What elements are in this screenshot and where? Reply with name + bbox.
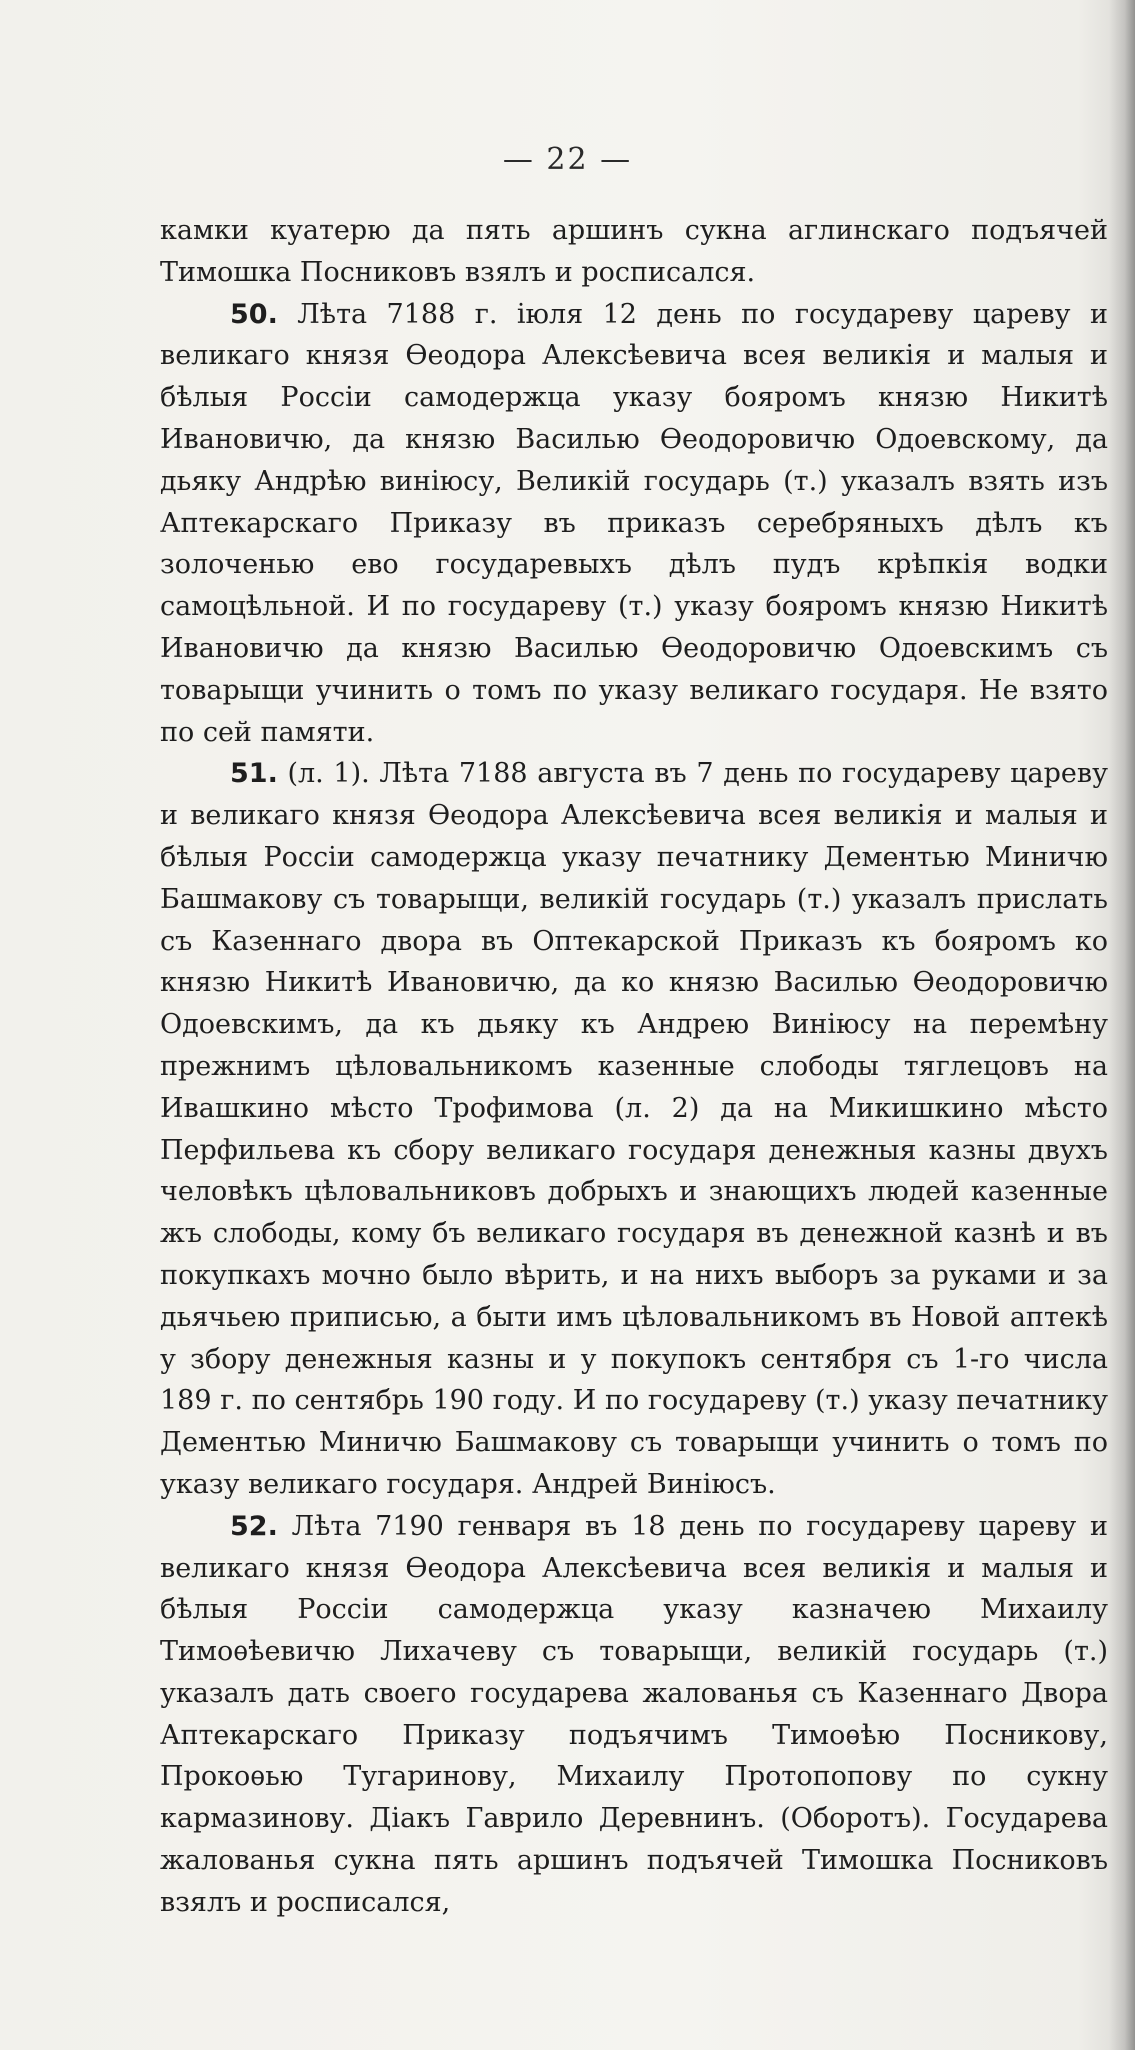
paragraph-51 bbox=[160, 753, 1108, 1505]
paragraph-text: Лѣта 7190 генваря въ 18 день по государеву цареву и великаго князя Ѳеодора Алексѣевича всея великія и малыя и бѣлыя Россіи самодержца указу казначею Михаилу Тимоѳѣевичю Лихачеву съ товарыщи, великій государь (т.) указалъ дать своего государева жалованья съ Казеннаго Двора Аптекарскаго Приказу подъячимъ Тимоѳѣю Посникову, Прокоѳью Тугаринову, Михаилу Протопопову по сукну кармазинову. Діакъ Гаврило Деревнинъ. (Оборотъ). Государева жалованья сукна пять аршинъ подъячей Тимошка Посниковъ взялъ и росписался, bbox=[160, 1510, 1108, 1918]
paragraph-number: 51. bbox=[230, 758, 278, 790]
paragraph-50 bbox=[160, 294, 1108, 754]
paragraph-52 bbox=[160, 1506, 1108, 1924]
paragraph-number: 52. bbox=[230, 1510, 278, 1542]
main-text bbox=[160, 210, 1108, 1924]
page-number: — 22 — bbox=[502, 142, 633, 177]
paragraph-number: 50. bbox=[230, 298, 278, 330]
page-edge-shadow bbox=[1109, 0, 1135, 2050]
paragraph-text: Лѣта 7188 г. іюля 12 день по государеву цареву и великаго князя Ѳеодора Алексѣевича всея великія и малыя и бѣлыя Россіи самодержца указу бояромъ князю Никитѣ Ивановичю, да князю Василью Ѳеодоровичю Одоевскому, да дьяку Андрѣю виніюсу, Великій государь (т.) указалъ взять изъ Аптекарскаго Приказу въ приказъ серебряныхъ дѣлъ къ золоченью ево государевыхъ дѣлъ пудъ крѣпкія водки самоцѣльной. И по государеву (т.) указу бояромъ князю Никитѣ Ивановичю да князю Василью Ѳеодоровичю Одоевскимъ съ товарыщи учинить о томъ по указу великаго государя. Не взято по сей памяти. bbox=[160, 298, 1108, 748]
paragraph-text: (л. 1). Лѣта 7188 августа въ 7 день по государеву цареву и великаго князя Ѳеодора Алексѣевича всея великія и малыя и бѣлыя Россіи самодержца указу печатнику Дементью Миничю Башмакову съ товарыщи, великій государь (т.) указалъ прислать съ Казеннаго двора въ Оптекарской Приказъ къ бояромъ ко князю Никитѣ Ивановичю, да ко князю Василью Ѳеодоровичю Одоевскимъ, да къ дьяку къ Андрею Виніюсу на перемѣну прежнимъ цѣловальникомъ казенные слободы тяглецовъ на Ивашкино мѣсто Трофимова (л. 2) да на Микишкино мѣсто Перфильева къ сбору великаго государя денежныя казны двухъ человѣкъ цѣловальниковъ добрыхъ и знающихъ людей казенные жъ слободы, кому бъ великаго государя въ денежной казнѣ и въ покупкахъ мочно было вѣрить, и на нихъ выборъ за руками и за дьячьею приписью, а быти имъ цѣловальникомъ въ Новой аптекѣ у збору денежныя казны и у покупокъ сентября съ 1-го числа 189 г. по сентябрь 190 году. И по государеву (т.) указу печатнику Дементью Миничю Башмакову съ товарыщи учинить о томъ по указу великаго государя. Андрей Виніюсъ. bbox=[160, 758, 1108, 1500]
paragraph-continued bbox=[160, 210, 1108, 294]
paragraph-text: камки куатерю да пять аршинъ сукна аглинскаго подъячей Тимошка Посниковъ взялъ и росписался. bbox=[160, 215, 1108, 288]
